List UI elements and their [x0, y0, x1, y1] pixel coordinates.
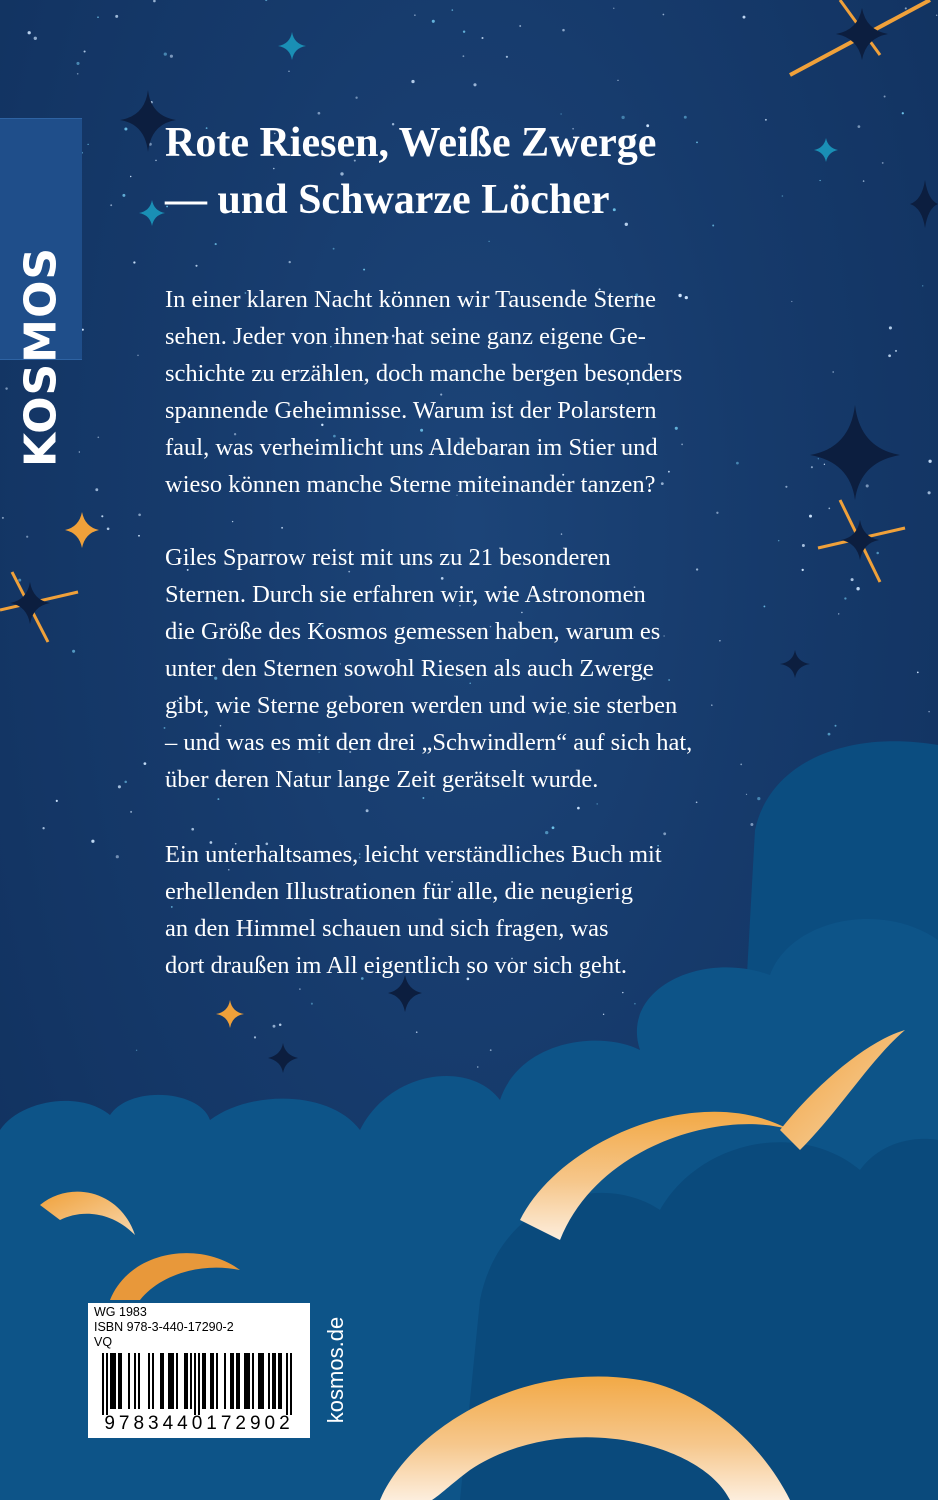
barcode-bar	[170, 1353, 172, 1409]
barcode-bar	[106, 1353, 108, 1415]
title-line: — und Schwarze Löcher	[165, 177, 610, 223]
barcode-bar	[162, 1353, 164, 1409]
text-line: die Größe des Kosmos gemessen haben, warum es	[165, 618, 661, 645]
barcode-bar	[224, 1353, 226, 1409]
barcode-bar	[190, 1353, 192, 1409]
website-url[interactable]: kosmos.de	[323, 1316, 348, 1424]
star-icon	[268, 1043, 298, 1073]
text-line: Giles Sparrow reist mit uns zu 21 besonderen	[165, 544, 611, 571]
barcode-bar	[212, 1353, 214, 1409]
barcode-bar	[246, 1353, 248, 1409]
barcode-bar	[252, 1353, 254, 1409]
star-icon	[216, 1000, 244, 1028]
publisher-logo: KOSMOS	[15, 246, 67, 468]
star-icon	[810, 405, 900, 500]
barcode-bar	[120, 1353, 122, 1409]
star-icon	[278, 32, 306, 60]
text-line: Sternen. Durch sie erfahren wir, wie Astronomen	[165, 581, 646, 608]
barcode-bar	[290, 1353, 292, 1415]
barcode-bar	[112, 1353, 114, 1409]
barcode-bar	[160, 1353, 162, 1409]
barcode-bar	[286, 1353, 288, 1415]
barcode-bar	[238, 1353, 240, 1409]
barcode-bar	[110, 1353, 112, 1409]
blurb-paragraph-3	[165, 836, 805, 984]
barcode-bar	[198, 1353, 200, 1415]
barcode-digits: 9783440172902	[104, 1413, 294, 1434]
text-line: schichte zu erzählen, doch manche bergen besonders	[165, 360, 683, 387]
barcode-bar	[202, 1353, 204, 1409]
isbn-text: ISBN 978-3-440-17290-2	[94, 1320, 234, 1334]
barcode-bar	[176, 1353, 178, 1409]
vq-code: VQ	[94, 1335, 113, 1349]
text-line: In einer klaren Nacht können wir Tausende Sterne	[165, 286, 657, 313]
barcode-bar	[258, 1353, 260, 1409]
text-line: dort draußen im All eigentlich so vor sich geht.	[165, 952, 628, 979]
barcode-bar	[204, 1353, 206, 1409]
barcode-bar	[138, 1353, 140, 1409]
title-line: Rote Riesen, Weiße Zwerge	[165, 120, 657, 166]
book-title	[165, 115, 865, 229]
blurb-paragraph-2	[165, 539, 805, 798]
barcode-bar	[152, 1353, 154, 1409]
text-line: erhellenden Illustrationen für alle, die neugierig	[165, 878, 634, 905]
barcode-bar	[248, 1353, 250, 1409]
text-line: – und was es mit den drei „Schwindlern“ auf sich hat,	[165, 729, 693, 756]
barcode-bar	[186, 1353, 188, 1409]
barcode-bar	[134, 1353, 136, 1409]
barcode-label	[88, 1303, 310, 1438]
star-icon	[65, 512, 99, 548]
text-line: faul, was verheimlicht uns Aldebaran im Stier und	[165, 434, 658, 461]
barcode-bar	[260, 1353, 262, 1409]
barcode-bar	[274, 1353, 276, 1409]
publisher-logo-tab	[0, 118, 82, 468]
barcode-bar	[114, 1353, 116, 1409]
barcode-bar	[244, 1353, 246, 1409]
barcode-bar	[272, 1353, 274, 1409]
star-icon	[910, 180, 938, 228]
blurb-paragraph-1	[165, 281, 805, 503]
barcode-bar	[268, 1353, 270, 1409]
barcode-bar	[232, 1353, 234, 1409]
barcode-bar	[172, 1353, 174, 1409]
barcode-bar	[118, 1353, 120, 1409]
flare-star-icon	[0, 572, 78, 642]
barcode-bar	[168, 1353, 170, 1409]
text-line: an den Himmel schauen und sich fragen, was	[165, 915, 609, 942]
text-line: gibt, wie Sterne geboren werden und wie sie sterben	[165, 692, 678, 719]
barcode-bars	[92, 1353, 306, 1415]
barcode-bar	[128, 1353, 130, 1409]
barcode-bar	[148, 1353, 150, 1409]
barcode-bar	[210, 1353, 212, 1409]
text-line: wieso können manche Sterne miteinander tanzen?	[165, 471, 656, 498]
star-icon	[139, 200, 165, 226]
flare-star-icon	[790, 0, 930, 75]
barcode-bar	[184, 1353, 186, 1409]
barcode-bar	[216, 1353, 218, 1409]
text-line: Ein unterhaltsames, leicht verständliches Buch mit	[165, 841, 662, 868]
barcode-bar	[194, 1353, 196, 1415]
barcode-bar	[278, 1353, 280, 1409]
barcode-bar	[102, 1353, 104, 1415]
text-line: unter den Sternen sowohl Riesen als auch Zwerge	[165, 655, 654, 682]
text-line: sehen. Jeder von ihnen hat seine ganz eigene Ge-	[165, 323, 646, 350]
barcode-bar	[230, 1353, 232, 1409]
barcode-bar	[236, 1353, 238, 1409]
product-group-code: WG 1983	[94, 1305, 147, 1319]
barcode-bar	[262, 1353, 264, 1409]
text-line: über deren Natur lange Zeit gerätselt wurde.	[165, 766, 599, 793]
barcode-bar	[280, 1353, 282, 1409]
text-line: spannende Geheimnisse. Warum ist der Polarstern	[165, 397, 657, 424]
flare-star-icon	[818, 500, 905, 582]
